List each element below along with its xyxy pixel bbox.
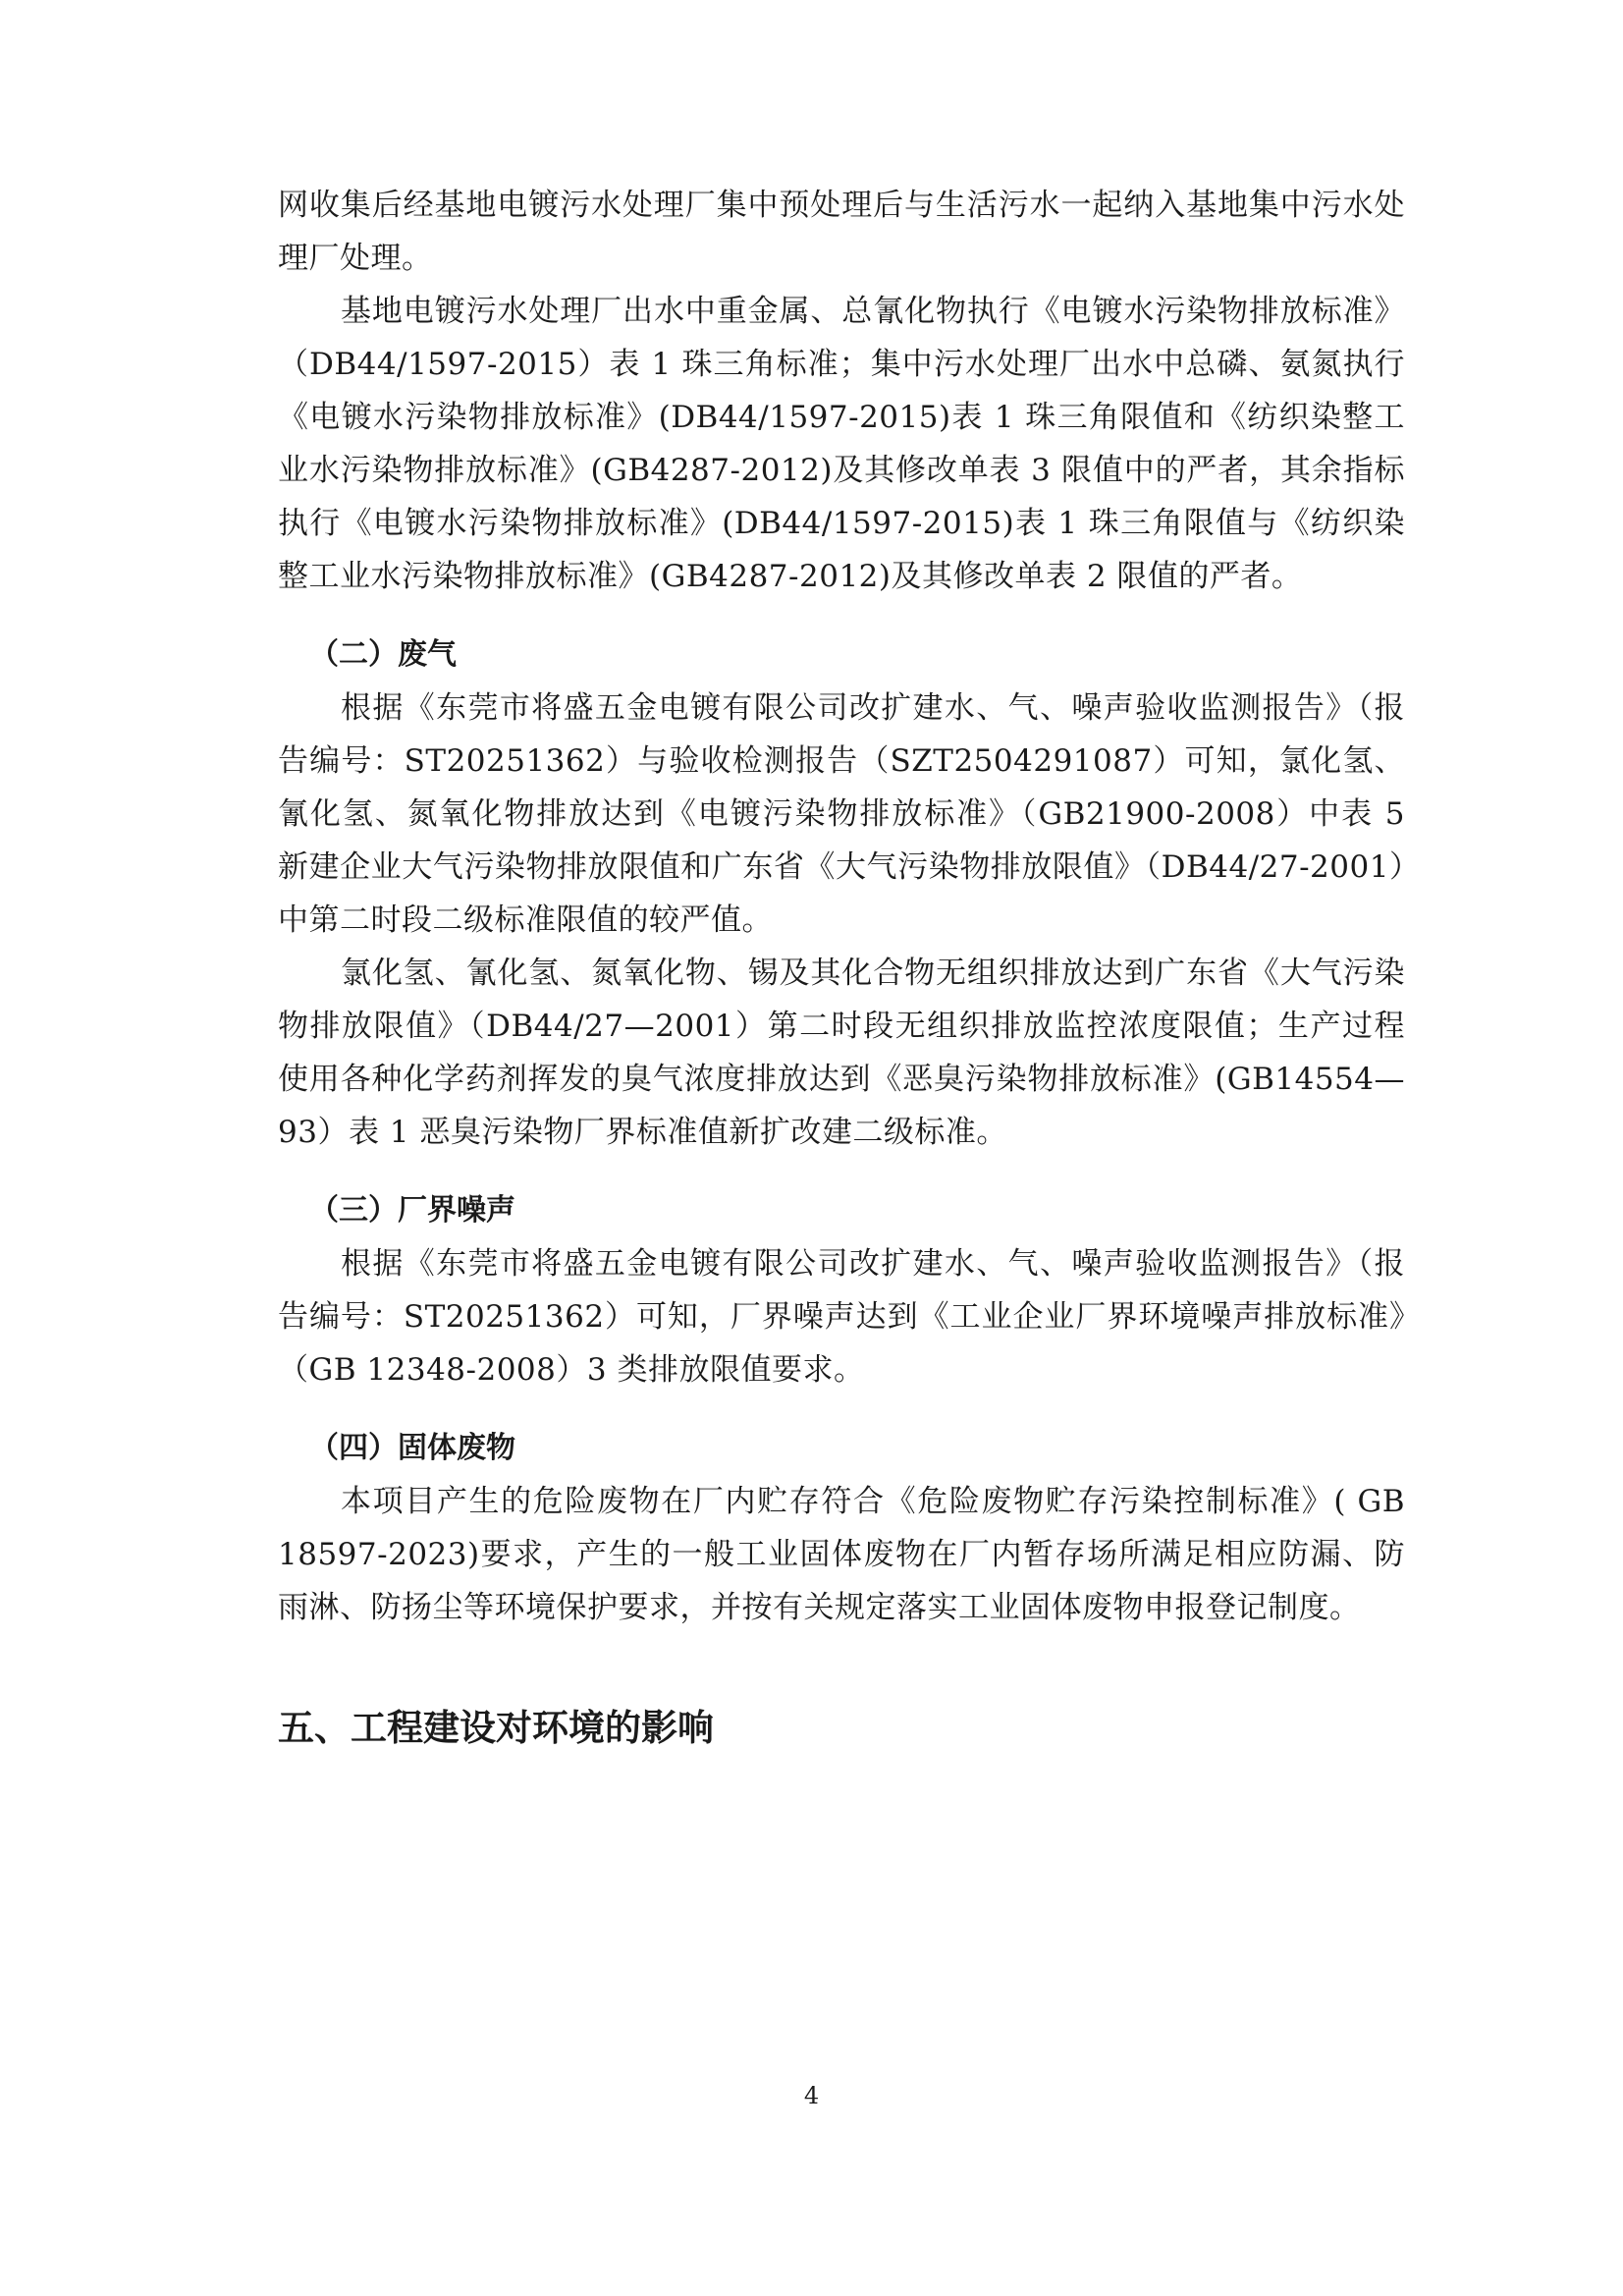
paragraph-exhaust-gas-organized: 根据《东莞市将盛五金电镀有限公司改扩建水、气、噪声验收监测报告》（报告编号：ST20251362）与验收检测报告（SZT2504291087）可知，氯化氢、氰化氢、氮氧化物排放达到《电镀污染物排放标准》（GB21900-2008）中表 5 新建企业大气污染物排放限值和广东省《大气污染物排放限值》（DB44/27-2001）中第二时段二级标准限值的较严值。 [278,690,1405,938]
chapter-heading-environmental-impact: 五、工程建设对环境的影响 [278,1707,714,1749]
paragraph-wastewater-standards: 基地电镀污水处理厂出水中重金属、总氰化物执行《电镀水污染物排放标准》（DB44/1597-2015）表 1 珠三角标准；集中污水处理厂出水中总磷、氨氮执行《电镀水污染物排放标准》(DB44/1597-2015)表 1 珠三角限值和《纺织染整工业水污染物排放标准》(GB4287-2012)及其修改单表 3 限值中的严者，其余指标执行《电镀水污染物排放标准》(DB44/1597-2015)表 1 珠三角限值与《纺织染整工业水污染物排放标准》(GB4287-2012)及其修改单表 2 限值的严者。 [278,294,1405,594]
page-content [278,179,1405,1758]
page-number: 4 [803,2082,820,2109]
section-heading-exhaust-gas: （二）废气 [309,637,457,672]
paragraph-wastewater-continued: 网收集后经基地电镀污水处理厂集中预处理后与生活污水一起纳入基地集中污水处理厂处理。 [278,188,1405,276]
paragraph-solid-waste: 本项目产生的危险废物在厂内贮存符合《危险废物贮存污染控制标准》( GB 18597-2023)要求，产生的一般工业固体废物在厂内暂存场所满足相应防漏、防雨淋、防扬尘等环境保护要求，并按有关规定落实工业固体废物申报登记制度。 [278,1484,1405,1625]
paragraph-exhaust-gas-unorganized: 氯化氢、氰化氢、氮氧化物、锡及其化合物无组织排放达到广东省《大气污染物排放限值》（DB44/27—2001）第二时段无组织排放监控浓度限值；生产过程使用各种化学药剂挥发的臭气浓度排放达到《恶臭污染物排放标准》(GB14554—93）表 1 恶臭污染物厂界标准值新扩改建二级标准。 [278,956,1405,1150]
section-heading-noise: （三）厂界噪声 [309,1193,515,1228]
section-heading-solid-waste: （四）固体废物 [309,1431,515,1465]
paragraph-noise: 根据《东莞市将盛五金电镀有限公司改扩建水、气、噪声验收监测报告》（报告编号：ST20251362）可知，厂界噪声达到《工业企业厂界环境噪声排放标准》（GB 12348-2008）3 类排放限值要求。 [278,1246,1405,1388]
